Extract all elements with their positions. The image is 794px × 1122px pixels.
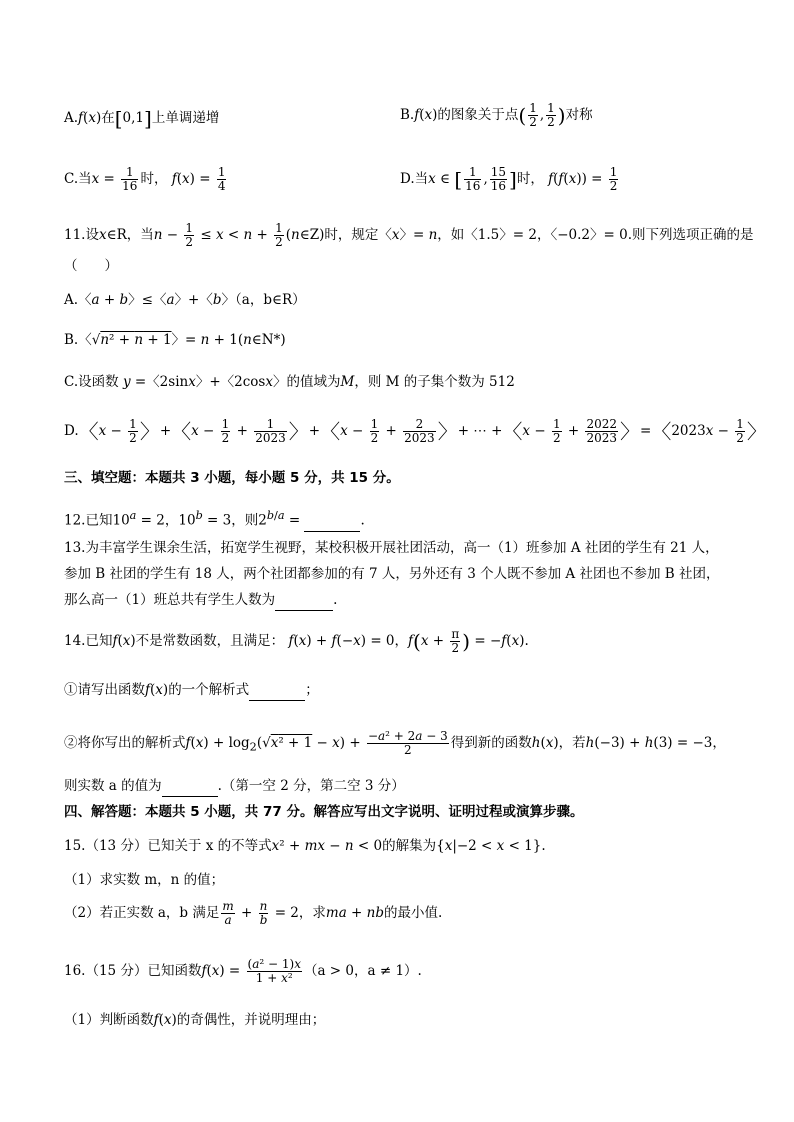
section4-title: 四、解答题：本题共 5 小题，共 77 分。解答应写出文字说明、证明过程或演算步骤。 [64, 804, 584, 820]
q16-stem: 16.（15 分）已知函数f(x) = $\frac{\text{(a² − 1)x}}{\text{1 + x²}}$ （a > 0，a ≠ 1）. [64, 957, 422, 985]
q11-option-a: A.〈a + b〉≤〈a〉+〈b〉（a，b∈R） [64, 292, 306, 308]
q13-line2: 参加 B 社团的学生有 18 人，两个社团都参加的有 7 人，另外还有 3 个人既不参加 A 社团也不参加 B 社团， [64, 566, 720, 582]
q11-stem: 11.设x∈R，当n − $\frac{1}{2}$ ≤ x < n + $\frac{1}{2}$ (n∈Z)时，规定〈x〉= n，如〈1.5〉= 2，〈−0.2〉= 0.则下列选项正确的是 [64, 221, 754, 249]
q11-paren: （ ） [64, 258, 118, 274]
q10-option-d: D.当x ∈ [ $\frac{1}{16}$ , $\frac{15}{16}$ ]时， f(f(x)) = $\frac{1}{2}$ [400, 165, 618, 193]
q14-last: 则实数 a 的值为 .（第一空 2 分，第二空 3 分） [64, 776, 405, 797]
q15-part1: （1）求实数 m，n 的值； [64, 872, 225, 888]
q14-part2: ②将你写出的解析式$f(x) + \log_2(√x^2 + 1 - x)$ + $\frac{\text{−a² + 2a − 3}}{2}$ 得到新的函数h(x)，若h(−3) + h(3) = −3， [64, 729, 726, 757]
q14-blank-1[interactable] [249, 680, 305, 701]
q11-option-b: B.〈√n² + n + 1〉= n + 1(n∈N*) [64, 332, 286, 348]
q15-stem: 15.（13 分）已知关于 x 的不等式x² + mx − n < 0的解集为{x|−2 < x < 1}. [64, 838, 546, 854]
q10-option-a: A.f(x)在[0,1]上单调递增 [64, 106, 220, 131]
q11-option-c: C.设函数 y =〈2sinx〉+〈2cosx〉的值域为M，则 M 的子集个数为 512 [64, 374, 515, 390]
q12: 12.已知$10^a = 2$，$10^b = 3$，则$2^{b/a}$ = . [64, 506, 365, 532]
q16-part1: （1）判断函数f(x)的奇偶性，并说明理由； [64, 1012, 326, 1028]
q14-blank-2[interactable] [162, 776, 218, 797]
q10-option-b: B.f(x)的图象关于点( $\frac{1}{2}$ , $\frac{1}{2}$ )对称 [400, 101, 593, 129]
q14-stem: 14.已知f(x)不是常数函数，且满足： f(x) + f(−x) = 0，f(x + $\frac{\pi}{2}$ ) = −f(x). [64, 627, 529, 655]
q11-option-d: D.〈x − $\frac{1}{2}$ 〉+〈x − $\frac{1}{2}$ + $\frac{1}{2023}$ 〉+〈x − $\frac{1}{2}$ + $\frac{2}{2023}$ 〉+ ⋯ +〈x − $\frac{1}{2}$ + $\frac{2022}{2023}$ 〉=〈2023x − $\frac{1}{2}$ 〉 [64, 417, 767, 445]
q12-answer-blank[interactable] [304, 511, 360, 532]
q15-part2: （2）若正实数 a，b 满足 $\frac{m}{a}$ + $\frac{n}{b}$ = 2，求ma + nb的最小值. [64, 899, 443, 927]
q13-line1: 13.为丰富学生课余生活，拓宽学生视野，某校积极开展社团活动，高一（1）班参加 A 社团的学生有 21 人， [64, 540, 719, 556]
q13-answer-blank[interactable] [275, 590, 333, 611]
q13-line3: 那么高一（1）班总共有学生人数为 . [64, 590, 337, 611]
q10-option-c: C.当x = $\frac{1}{16}$ 时， f(x) = $\frac{1}{4}$ [64, 165, 226, 193]
section3-title: 三、填空题：本题共 3 小题，每小题 5 分，共 15 分。 [64, 470, 400, 486]
q14-part1: ①请写出函数f(x)的一个解析式 ； [64, 680, 319, 701]
